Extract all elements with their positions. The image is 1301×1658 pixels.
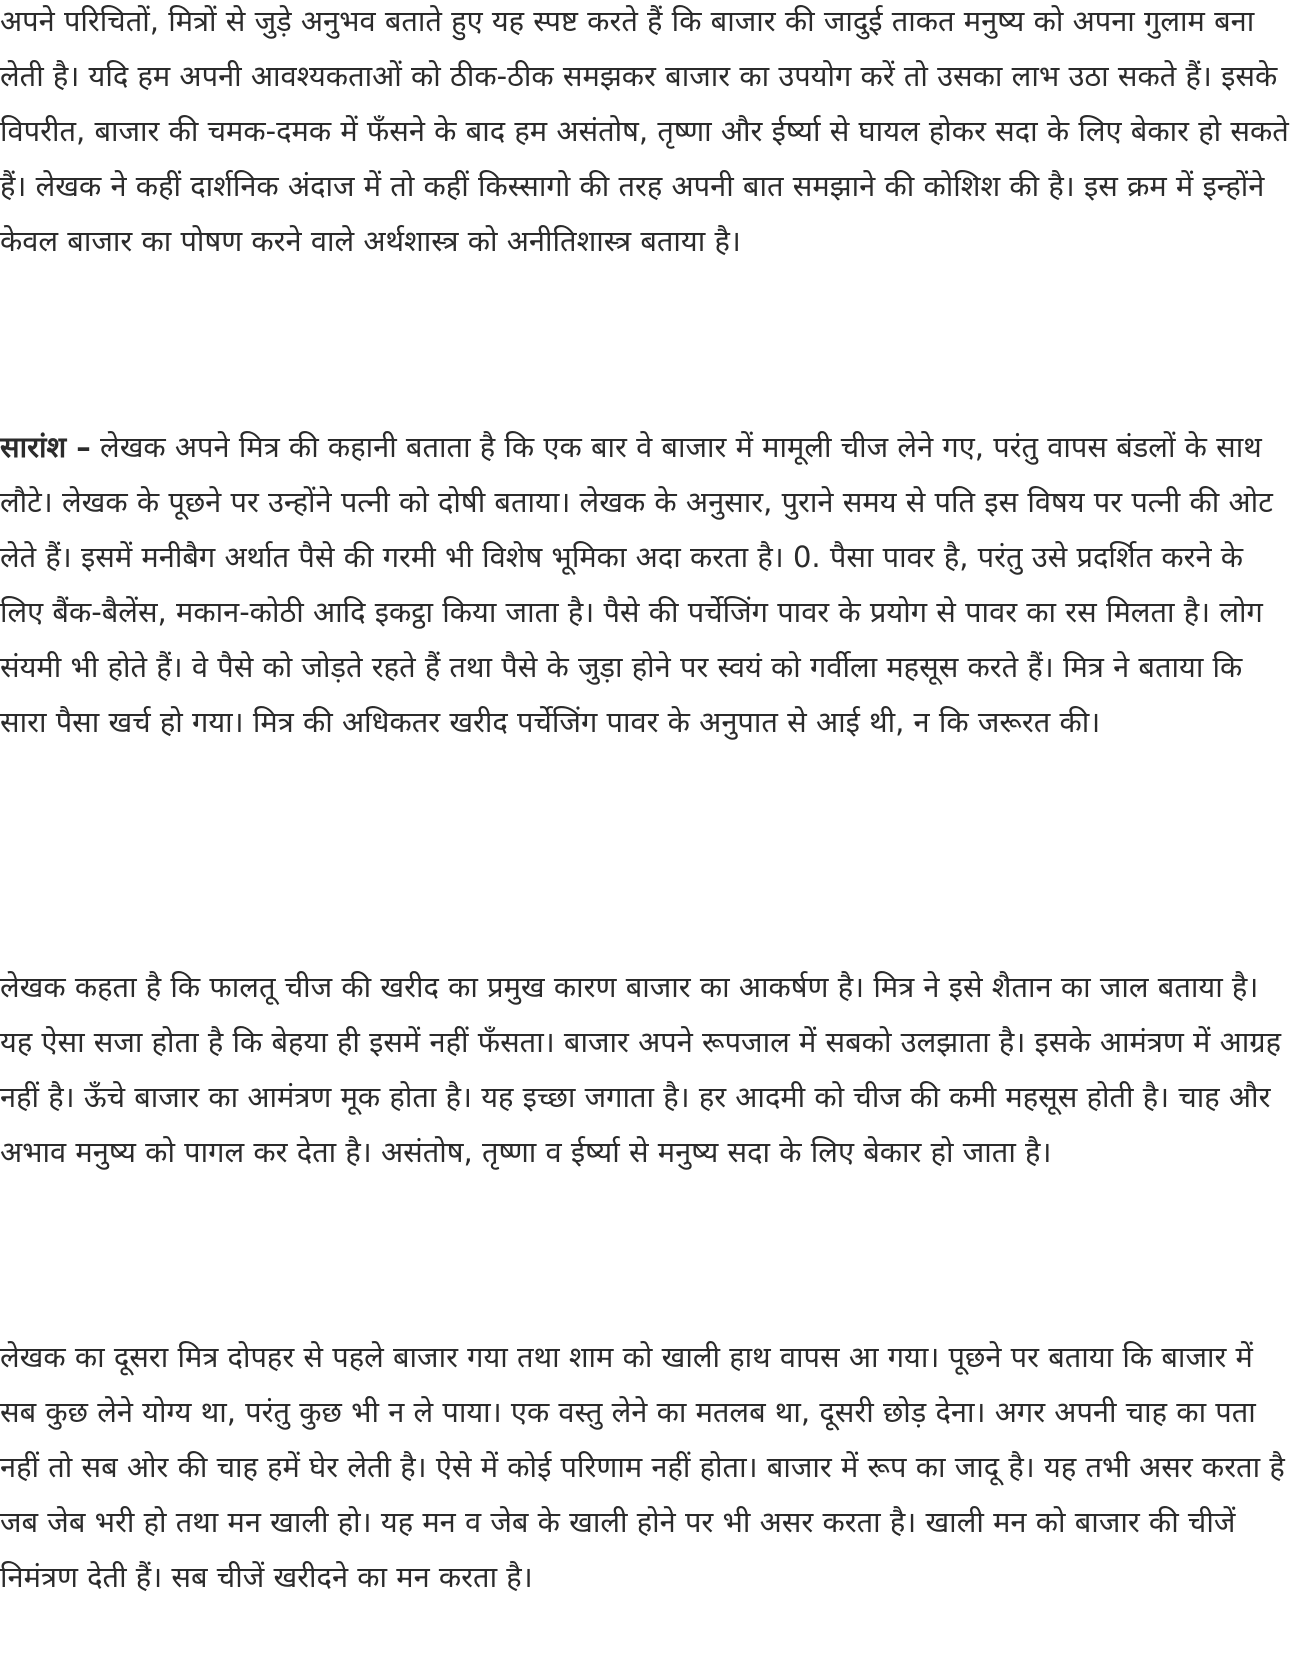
- paragraph-market-attraction: लेखक कहता है कि फालतू चीज की खरीद का प्रमुख कारण बाजार का आकर्षण है। मित्र ने इसे शैतान का जाल बताया है। यह ऐसा सजा होता है कि बेहया ही इसमें नहीं फँसता। बाजार अपने रूपजाल में सबको उलझाता है। इसके आमंत्रण में आग्रह नहीं है। ऊँचे बाजार का आमंत्रण मूक होता है। यह इच्छा जगाता है। हर आदमी को चीज की कमी महसूस होती है। चाह और अभाव मनुष्य को पागल कर देता है। असंतोष, तृष्णा व ईर्ष्या से मनुष्य सदा के लिए बेकार हो जाता है।: [0, 970, 1281, 1169]
- summary-heading: सारांश –: [0, 430, 91, 464]
- paragraph-second-friend: लेखक का दूसरा मित्र दोपहर से पहले बाजार गया तथा शाम को खाली हाथ वापस आ गया। पूछने पर बताया कि बाजार में सब कुछ लेने योग्य था, परंतु कुछ भी न ले पाया। एक वस्तु लेने का मतलब था, दूसरी छोड़ देना। अगर अपनी चाह का पता नहीं तो सब ओर की चाह हमें घेर लेती है। ऐसे में कोई परिणाम नहीं होता। बाजार में रूप का जादू है। यह तभी असर करता है जब जेब भरी हो तथा मन खाली हो। यह मन व जेब के खाली होने पर भी असर करता है। खाली मन को बाजार की चीजें निमंत्रण देती हैं। सब चीजें खरीदने का मन करता है।: [0, 1340, 1285, 1594]
- summary-text: लेखक अपने मित्र की कहानी बताता है कि एक बार वे बाजार में मामूली चीज लेने गए, परंतु वापस बंडलों के साथ लौटे। लेखक के पूछने पर उन्होंने पत्नी को दोषी बताया। लेखक के अनुसार, पुराने समय से पति इस विषय पर पत्नी की ओट लेते हैं। इसमें मनीबैग अर्थात पैसे की गरमी भी विशेष भूमिका अदा करता है। 0. पैसा पावर है, परंतु उसे प्रदर्शित करने के लिए बैंक-बैलेंस, मकान-कोठी आदि इकट्ठा किया जाता है। पैसे की पर्चेजिंग पावर के प्रयोग से पावर का रस मिलता है। लोग संयमी भी होते हैं। वे पैसे को जोड़ते रहते हैं तथा पैसे के जुड़ा होने पर स्वयं को गर्वीला महसूस करते हैं। मित्र ने बताया कि सारा पैसा खर्च हो गया। मित्र की अधिकतर खरीद पर्चेजिंग पावर के अनुपात से आई थी, न कि जरूरत की।: [0, 430, 1273, 739]
- paragraph-summary: [0, 420, 1295, 750]
- paragraph-intro: अपने परिचितों, मित्रों से जुड़े अनुभव बताते हुए यह स्पष्ट करते हैं कि बाजार की जादुई ताकत मनुष्य को अपना गुलाम बना लेती है। यदि हम अपनी आवश्यकताओं को ठीक-ठीक समझकर बाजार का उपयोग करें तो उसका लाभ उठा सकते हैं। इसके विपरीत, बाजार की चमक-दमक में फँसने के बाद हम असंतोष, तृष्णा और ईर्ष्या से घायल होकर सदा के लिए बेकार हो सकते हैं। लेखक ने कहीं दार्शनिक अंदाज में तो कहीं किस्सागो की तरह अपनी बात समझाने की कोशिश की है। इस क्रम में इन्होंने केवल बाजार का पोषण करने वाले अर्थशास्त्र को अनीतिशास्त्र बताया है।: [0, 4, 1289, 258]
